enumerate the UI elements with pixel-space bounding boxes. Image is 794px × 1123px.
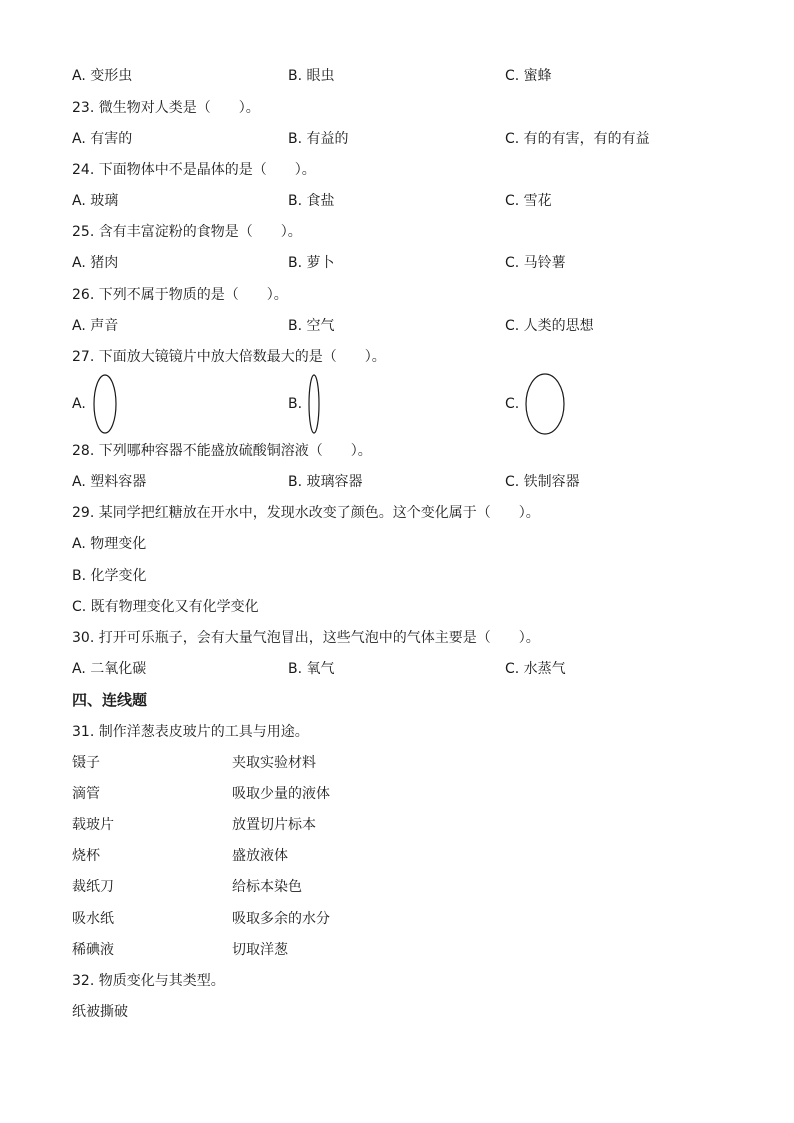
q26-option-b: B. 空气 [288, 318, 335, 334]
thin-lens-ellipse-icon [306, 372, 326, 436]
q29-option-c: C. 既有物理变化又有化学变化 [72, 599, 259, 615]
q22-option-a: A. 变形虫 [72, 68, 133, 84]
q31-use-item: 给标本染色 [232, 879, 302, 895]
q26-stem: 26. 下列不属于物质的是（ ）。 [72, 287, 288, 303]
q26-option-c: C. 人类的思想 [505, 318, 594, 334]
q28-option-a: A. 塑料容器 [72, 474, 147, 490]
q24-option-b: B. 食盐 [288, 193, 335, 209]
q24-option-c: C. 雪花 [505, 193, 552, 209]
q27-option-a-label: A. [72, 396, 86, 412]
q31-tool-item: 稀碘液 [72, 942, 114, 958]
q29-option-a: A. 物理变化 [72, 536, 147, 552]
q28-stem: 28. 下列哪种容器不能盛放硫酸铜溶液（ ）。 [72, 443, 372, 459]
q24-option-a: A. 玻璃 [72, 193, 119, 209]
q31-stem: 31. 制作洋葱表皮玻片的工具与用途。 [72, 724, 309, 740]
q28-option-c: C. 铁制容器 [505, 474, 580, 490]
q24-stem: 24. 下面物体中不是晶体的是（ ）。 [72, 162, 316, 178]
q31-use-item: 夹取实验材料 [232, 755, 316, 771]
section-heading: 四、连线题 [72, 691, 148, 709]
q31-tool-item: 吸水纸 [72, 911, 114, 927]
q29-stem: 29. 某同学把红糖放在开水中，发现水改变了颜色。这个变化属于（ ）。 [72, 505, 540, 521]
q27-option-c [505, 372, 575, 436]
q30-option-c: C. 水蒸气 [505, 661, 566, 677]
q30-stem: 30. 打开可乐瓶子，会有大量气泡冒出，这些气泡中的气体主要是（ ）。 [72, 630, 540, 646]
thickest-lens-ellipse-icon [525, 372, 569, 436]
q23-option-c: C. 有的有害，有的有益 [505, 131, 650, 147]
q27-stem: 27. 下面放大镜镜片中放大倍数最大的是（ ）。 [72, 349, 386, 365]
q27-option-a [72, 372, 132, 436]
q26-option-a: A. 声音 [72, 318, 119, 334]
q31-tool-item: 滴管 [72, 786, 100, 802]
q30-option-b: B. 氧气 [288, 661, 335, 677]
q28-option-b: B. 玻璃容器 [288, 474, 363, 490]
q31-tool-item: 载玻片 [72, 817, 114, 833]
q25-stem: 25. 含有丰富淀粉的食物是（ ）。 [72, 224, 302, 240]
q23-option-b: B. 有益的 [288, 131, 349, 147]
q22-option-b: B. 眼虫 [288, 68, 335, 84]
q32-stem: 32. 物质变化与其类型。 [72, 973, 225, 989]
q27-option-b-label: B. [288, 396, 303, 412]
q31-tool-item: 镊子 [72, 755, 100, 771]
q25-option-c: C. 马铃薯 [505, 255, 566, 271]
q27-option-b [288, 372, 338, 436]
q25-option-b: B. 萝卜 [288, 255, 335, 271]
q27-option-c-label: C. [505, 396, 520, 412]
q22-option-c: C. 蜜蜂 [505, 68, 552, 84]
q31-use-item: 盛放液体 [232, 848, 288, 864]
q31-tool-item: 烧杯 [72, 848, 100, 864]
thick-lens-ellipse-icon [92, 372, 122, 436]
q29-option-b: B. 化学变化 [72, 568, 147, 584]
q31-use-item: 切取洋葱 [232, 942, 288, 958]
q32-item: 纸被撕破 [72, 1004, 128, 1020]
q31-tool-item: 裁纸刀 [72, 879, 114, 895]
q31-use-item: 吸取多余的水分 [232, 911, 330, 927]
q31-use-item: 吸取少量的液体 [232, 786, 330, 802]
q31-use-item: 放置切片标本 [232, 817, 316, 833]
q23-option-a: A. 有害的 [72, 131, 133, 147]
q30-option-a: A. 二氧化碳 [72, 661, 147, 677]
q25-option-a: A. 猪肉 [72, 255, 119, 271]
q23-stem: 23. 微生物对人类是（ ）。 [72, 100, 260, 116]
